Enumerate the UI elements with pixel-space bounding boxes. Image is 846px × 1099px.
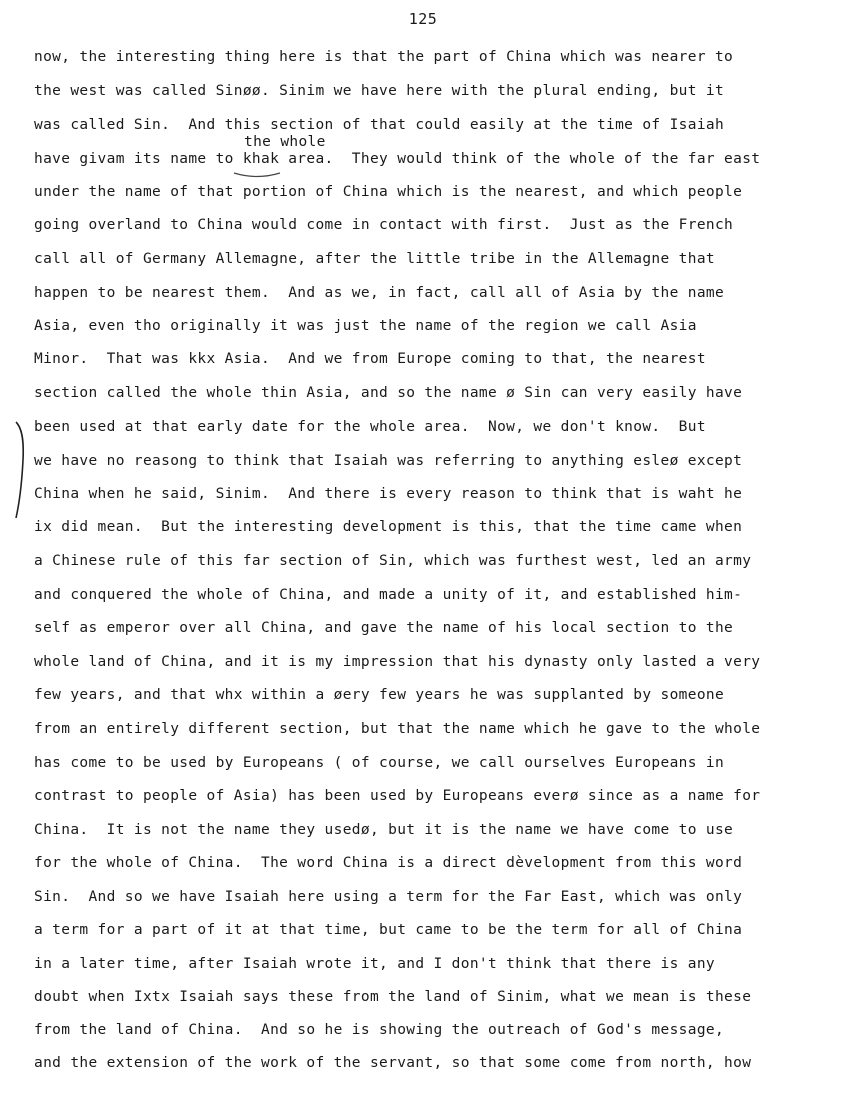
text-line: was called Sin. And this section of that could easily at the time of Isaiah	[34, 117, 725, 133]
text-line: China when he said, Sinim. And there is every reason to think that is waht he	[34, 486, 743, 502]
text-line: call all of Germany Allemagne, after the little tribe in the Allemagne that	[34, 251, 715, 267]
text-line: Asia, even tho originally it was just the name of the region we call Asia	[34, 318, 697, 334]
text-line: and conquered the whole of China, and made a unity of it, and established him-	[34, 587, 743, 603]
text-line: has come to be used by Europeans ( of course, we call ourselves Europeans in	[34, 755, 725, 771]
text-line: from an entirely different section, but that the name which he gave to the whole	[34, 721, 761, 737]
text-line: from the land of China. And so he is showing the outreach of God's message,	[34, 1022, 725, 1038]
text-line: and the extension of the work of the servant, so that some come from north, how	[34, 1055, 752, 1071]
text-line: happen to be nearest them. And as we, in fact, call all of Asia by the name	[34, 285, 725, 301]
text-line: in a later time, after Isaiah wrote it, and I don't think that there is any	[34, 956, 715, 972]
text-line: the west was called Sinøø. Sinim we have here with the plural ending, but it	[34, 83, 725, 99]
text-line: a Chinese rule of this far section of Sin, which was furthest west, led an army	[34, 553, 752, 569]
text-line: Minor. That was kkx Asia. And we from Europe coming to that, the nearest	[34, 351, 706, 367]
insertion-caret-icon	[232, 170, 282, 180]
text-line: under the name of that portion of China which is the nearest, and which people	[34, 184, 743, 200]
text-line: self as emperor over all China, and gave the name of his local section to the	[34, 620, 734, 636]
text-line: Sin. And so we have Isaiah here using a term for the Far East, which was only	[34, 889, 743, 905]
margin-bracket-icon	[10, 420, 28, 520]
handwritten-insertion: the whole	[244, 134, 326, 150]
text-line: now, the interesting thing here is that the part of China which was nearer to	[34, 49, 734, 65]
text-line: section called the whole thin Asia, and so the name ø Sin can very easily have	[34, 385, 743, 401]
text-line: whole land of China, and it is my impression that his dynasty only lasted a very	[34, 654, 761, 670]
text-line: China. It is not the name they usedø, but it is the name we have come to use	[34, 822, 734, 838]
text-line: doubt when Ixtx Isaiah says these from the land of Sinim, what we mean is these	[34, 989, 752, 1005]
text-line: have givam its name to khak area. They would think of the whole of the far east	[34, 151, 761, 167]
text-line: a term for a part of it at that time, but came to be the term for all of China	[34, 922, 743, 938]
text-line: ix did mean. But the interesting development is this, that the time came when	[34, 519, 743, 535]
page-number: 125	[408, 10, 438, 28]
text-line: few years, and that whx within a øery few years he was supplanted by someone	[34, 687, 725, 703]
text-line: been used at that early date for the whole area. Now, we don't know. But	[34, 419, 706, 435]
text-line: contrast to people of Asia) has been used by Europeans everø since as a name for	[34, 788, 761, 804]
text-line: going overland to China would come in contact with first. Just as the French	[34, 217, 734, 233]
text-line: we have no reasong to think that Isaiah was referring to anything esleø except	[34, 453, 743, 469]
text-line: for the whole of China. The word China is a direct dèvelopment from this word	[34, 855, 743, 871]
